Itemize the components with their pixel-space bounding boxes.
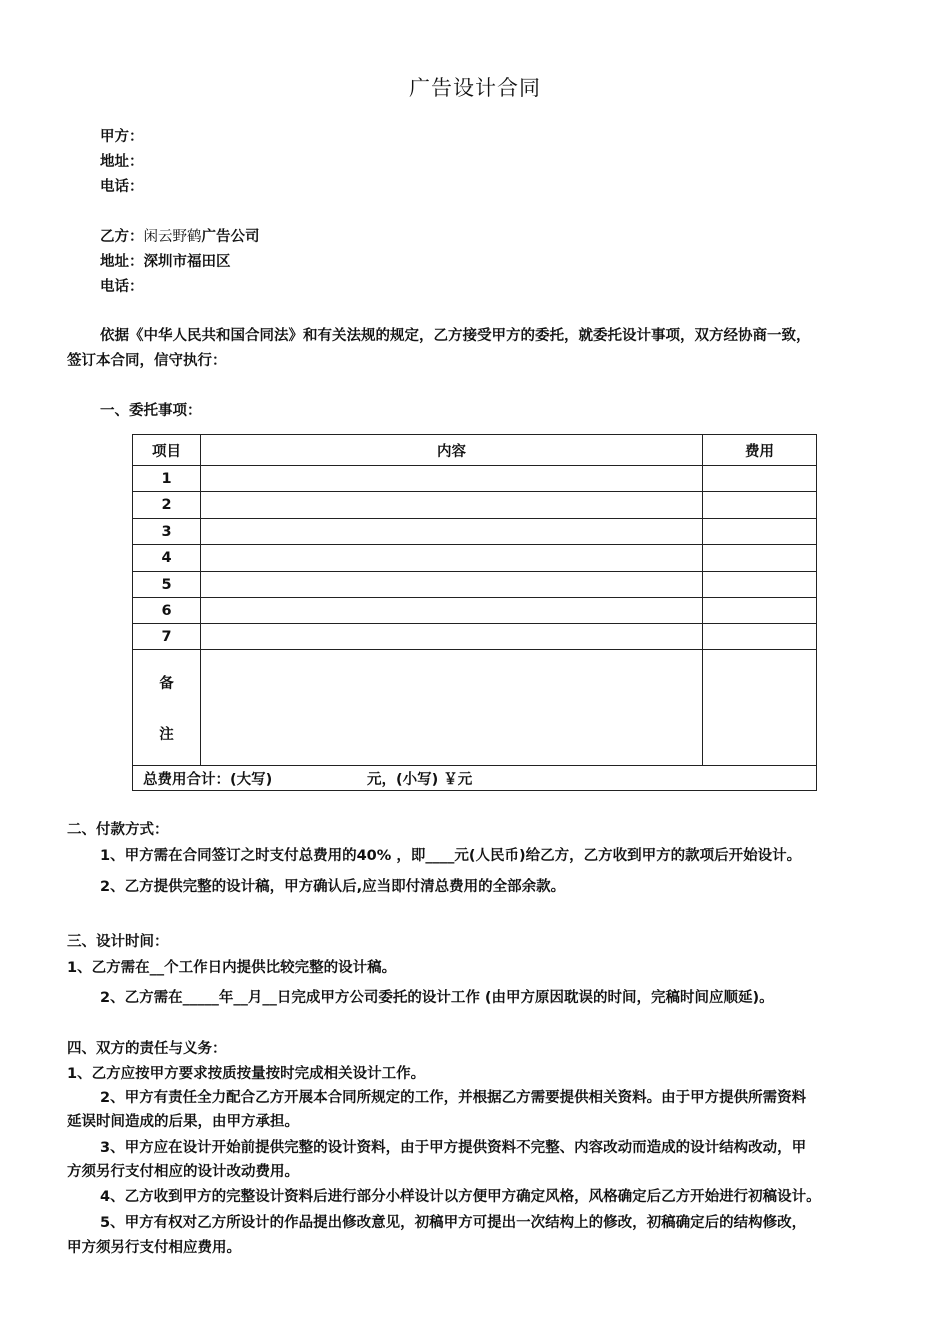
section4-item-3-line-2: 方须另行支付相应的设计改动费用。 [67,1164,299,1180]
row-number: 1 [133,466,201,491]
section4-item-1: 1、乙方应按甲方要求按质按量按时完成相关设计工作。 [67,1066,426,1082]
remarks-content-cell [201,650,703,765]
row-fee-cell [703,466,816,491]
remarks-row [133,650,816,766]
header-content: 内容 [201,435,703,465]
section4-item-4: 4、乙方收到甲方的完整设计资料后进行部分小样设计以方便甲方确定风格，风格确定后乙方开始进行初稿设计。 [100,1189,821,1205]
party-b-address-label: 地址： [100,254,144,270]
party-b-phone-label: 电话： [100,279,144,295]
row-number: 7 [133,624,201,649]
party-a-address-label: 地址： [100,154,144,170]
total-amount-text: 元，(小写) ￥元 [367,772,473,788]
party-a-phone-label: 电话： [100,179,144,195]
row-number: 6 [133,598,201,623]
section3-item-1: 1、乙方需在__个工作日内提供比较完整的设计稿。 [67,960,397,976]
party-b-name-value-bold: 广告公司 [201,229,260,245]
row-fee-cell [703,492,816,518]
total-label: 总费用合计：(大写) [143,772,273,788]
row-content-cell [201,624,703,649]
table-row [133,545,816,572]
row-content-cell [201,598,703,623]
row-fee-cell [703,598,816,623]
document-title: 广告设计合同 [409,76,541,100]
commission-table [132,434,817,791]
table-row [133,624,816,650]
remarks-label [133,650,201,765]
row-content-cell [201,545,703,571]
intro-line-1: 依据《中华人民共和国合同法》和有关法规的规定，乙方接受甲方的委托，就委托设计事项，双方经协商一致， [100,328,811,344]
table-row [133,572,816,598]
header-item: 项目 [133,435,201,465]
row-content-cell [201,572,703,597]
section4-heading: 四、双方的责任与义务： [67,1041,227,1057]
section4-item-2-line-1: 2、甲方有责任全力配合乙方开展本合同所规定的工作，并根据乙方需要提供相关资料。由于甲方提供所需资料 [100,1090,807,1106]
table-row [133,598,816,624]
row-content-cell [201,492,703,518]
section4-item-3-line-1: 3、甲方应在设计开始前提供完整的设计资料，由于甲方提供资料不完整、内容改动而造成的设计结构改动，甲 [100,1140,807,1156]
party-b-name [100,227,260,247]
row-fee-cell [703,519,816,544]
section4-item-5-line-2: 甲方须另行支付相应费用。 [67,1240,241,1256]
party-b-address [100,252,231,272]
section3-heading: 三、设计时间： [67,934,169,950]
total-row [133,766,816,790]
party-b-name-value-plain: 闲云野鹤 [143,229,202,245]
section2-item-2: 2、乙方提供完整的设计稿，甲方确认后,应当即付清总费用的全部余款。 [100,879,566,895]
party-b-address-value: 深圳市福田区 [143,254,231,270]
section4-item-2-line-2: 延误时间造成的后果，由甲方承担。 [67,1114,299,1130]
row-fee-cell [703,572,816,597]
row-number: 2 [133,492,201,518]
row-number: 3 [133,519,201,544]
section3-item-2: 2、乙方需在_____年__月__日完成甲方公司委托的设计工作 (由甲方原因耽误的时间，完稿时间应顺延)。 [100,990,774,1006]
section2-item-1: 1、甲方需在合同签订之时支付总费用的40% ，即____元(人民币)给乙方，乙方收到甲方的款项后开始设计。 [100,848,802,864]
remarks-char-2: 注 [159,726,174,743]
section1-heading: 一、委托事项： [100,403,202,419]
section4-item-5-line-1: 5、甲方有权对乙方所设计的作品提出修改意见，初稿甲方可提出一次结构上的修改，初稿确定后的结构修改， [100,1215,807,1231]
row-number: 5 [133,572,201,597]
header-fee: 费用 [745,443,774,460]
row-fee-cell [703,545,816,571]
row-fee-cell [703,624,816,649]
row-content-cell [201,466,703,491]
party-b-name-label: 乙方： [100,229,144,245]
row-content-cell [201,519,703,544]
party-a-name-label: 甲方： [100,129,144,145]
remarks-fee-cell [703,650,816,765]
table-row [133,492,816,519]
row-number: 4 [133,545,201,571]
table-row [133,466,816,492]
intro-line-2: 签订本合同，信守执行： [67,353,227,369]
table-row [133,519,816,545]
section2-heading: 二、付款方式： [67,822,169,838]
table-header-row [133,435,816,466]
remarks-char-1: 备 [159,675,174,692]
